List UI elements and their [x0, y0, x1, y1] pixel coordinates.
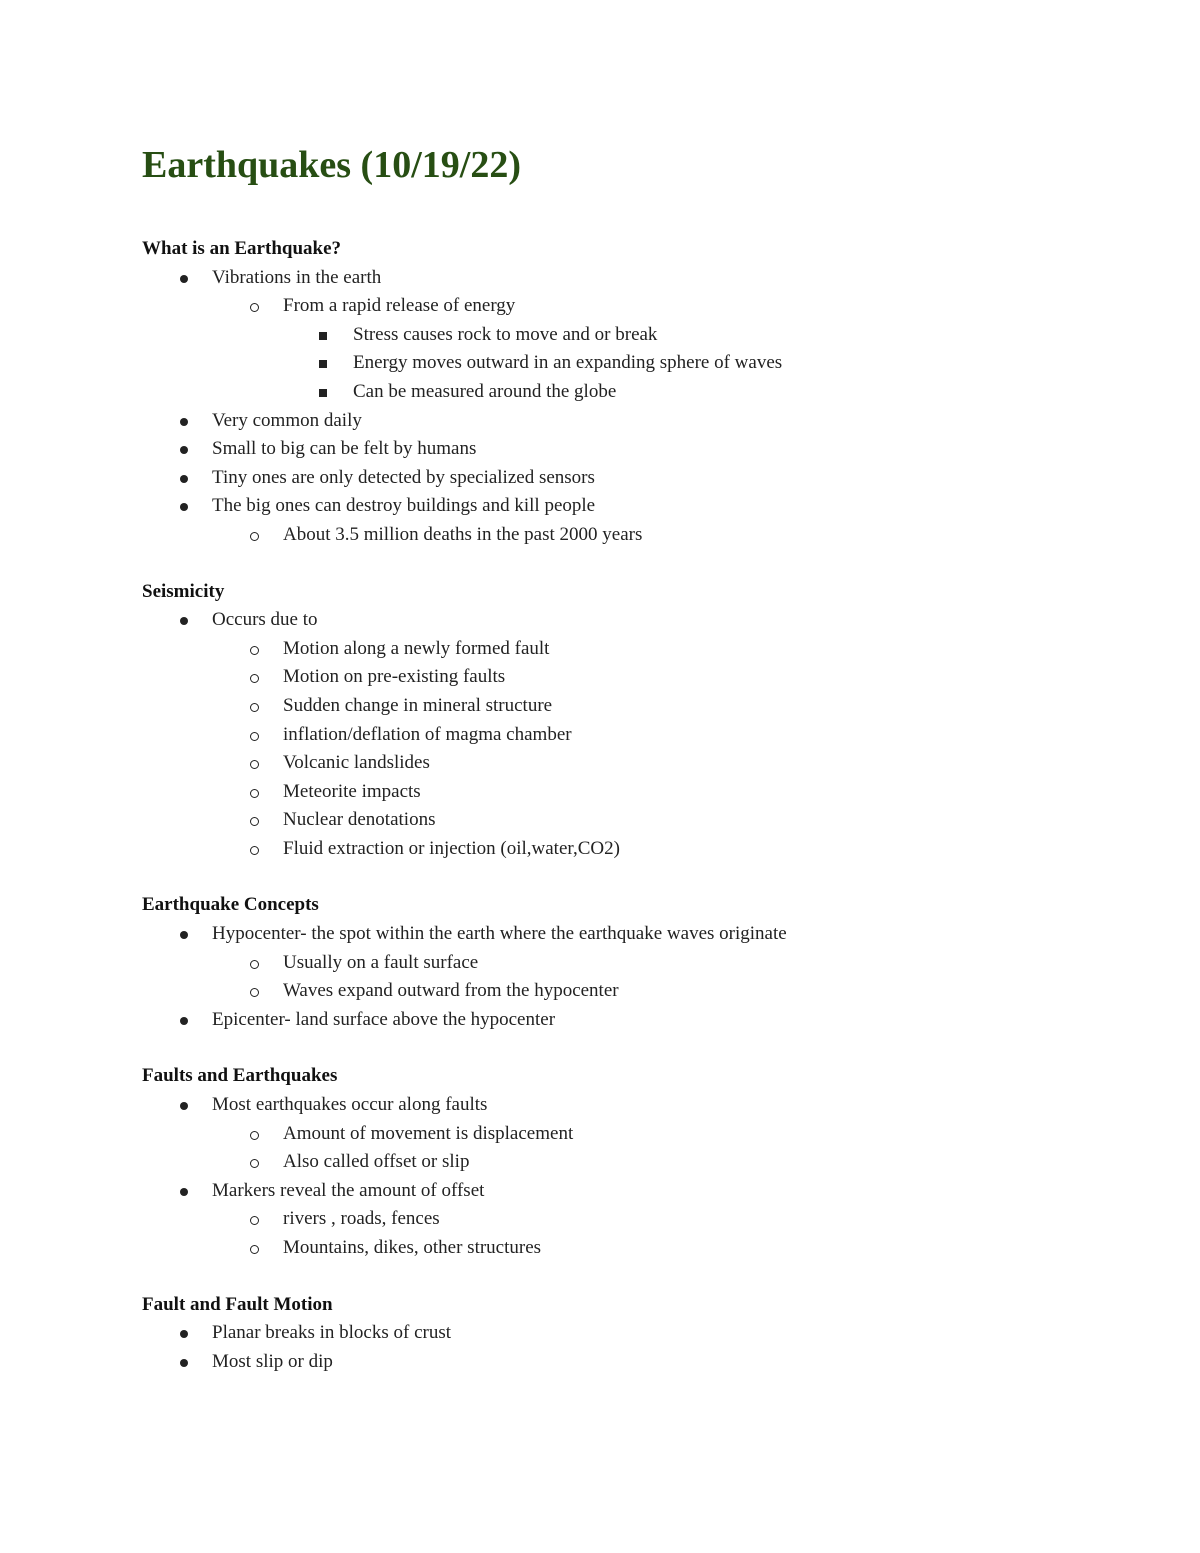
list-item-text: Very common daily — [212, 409, 362, 431]
hollow-bullet-icon — [250, 789, 259, 798]
list-item-text: Nuclear denotations — [283, 809, 436, 831]
list-item — [142, 692, 1102, 721]
list-item — [142, 1319, 1102, 1348]
list-item — [142, 721, 1102, 750]
list-item — [142, 321, 1102, 350]
square-bullet-icon — [319, 389, 327, 397]
list-item-text: Tiny ones are only detected by specialized sensors — [212, 466, 595, 488]
list-item-text: Markers reveal the amount of offset — [212, 1179, 485, 1201]
list-item — [142, 1148, 1102, 1177]
bullet-list — [142, 1091, 1102, 1263]
filled-bullet-icon — [180, 1359, 188, 1367]
list-item — [142, 292, 1102, 321]
hollow-bullet-icon — [250, 1245, 259, 1254]
section-heading: What is an Earthquake? — [142, 238, 342, 259]
list-item — [142, 835, 1102, 864]
list-item-text: Also called offset or slip — [283, 1151, 470, 1173]
list-item — [142, 1205, 1102, 1234]
list-item — [142, 1120, 1102, 1149]
list-item — [142, 464, 1102, 493]
hollow-bullet-icon — [250, 703, 259, 712]
hollow-bullet-icon — [250, 846, 259, 855]
list-item — [142, 806, 1102, 835]
list-item — [142, 1006, 1102, 1035]
hollow-bullet-icon — [250, 760, 259, 769]
list-item-text: rivers , roads, fences — [283, 1208, 440, 1230]
list-item-text: The big ones can destroy buildings and kill people — [212, 495, 596, 517]
list-item-text: Fluid extraction or injection (oil,water,CO2) — [283, 837, 620, 859]
hollow-bullet-icon — [250, 960, 259, 969]
list-item — [142, 1348, 1102, 1377]
list-item-text: Epicenter- land surface above the hypocenter — [212, 1008, 556, 1030]
list-item-text: From a rapid release of energy — [283, 295, 516, 317]
section — [142, 1062, 1102, 1262]
list-item-text: Sudden change in mineral structure — [283, 694, 553, 716]
list-item-text: Vibrations in the earth — [212, 266, 382, 288]
hollow-bullet-icon — [250, 1159, 259, 1168]
list-item-text: Most earthquakes occur along faults — [212, 1094, 488, 1116]
list-item — [142, 407, 1102, 436]
list-item-text: Most slip or dip — [212, 1350, 333, 1372]
filled-bullet-icon — [180, 617, 188, 625]
list-item-text: Waves expand outward from the hypocenter — [283, 980, 619, 1002]
section-heading: Earthquake Concepts — [142, 894, 319, 916]
hollow-bullet-icon — [250, 988, 259, 997]
list-item-text: About 3.5 million deaths in the past 2000 years — [283, 523, 643, 545]
list-item — [142, 492, 1102, 521]
list-item — [142, 378, 1102, 407]
document-body — [142, 235, 1102, 1376]
list-item-text: Volcanic landslides — [283, 752, 430, 774]
list-item-text: inflation/deflation of magma chamber — [283, 723, 572, 745]
filled-bullet-icon — [180, 446, 188, 454]
square-bullet-icon — [319, 360, 327, 368]
filled-bullet-icon — [180, 1102, 188, 1110]
list-item-text: Meteorite impacts — [283, 780, 421, 802]
square-bullet-icon — [319, 332, 327, 340]
bullet-list — [142, 920, 1102, 1034]
section-heading: Faults and Earthquakes — [142, 1065, 338, 1087]
filled-bullet-icon — [180, 275, 188, 283]
list-item — [142, 635, 1102, 664]
list-item-text: Usually on a fault surface — [283, 951, 479, 973]
filled-bullet-icon — [180, 1017, 188, 1025]
section-heading: Seismicity — [142, 580, 225, 602]
list-item — [142, 949, 1102, 978]
filled-bullet-icon — [180, 475, 188, 483]
section — [142, 578, 1102, 864]
list-item — [142, 1177, 1102, 1206]
hollow-bullet-icon — [250, 1131, 259, 1140]
list-item — [142, 1091, 1102, 1120]
list-item-text: Occurs due to — [212, 609, 318, 631]
list-item — [142, 521, 1102, 550]
hollow-bullet-icon — [250, 1216, 259, 1225]
document-page — [142, 140, 1102, 1376]
list-item — [142, 349, 1102, 378]
list-item-text: Amount of movement is displacement — [283, 1122, 574, 1144]
list-item-text: Motion along a newly formed fault — [283, 637, 550, 659]
list-item-text: Stress causes rock to move and or break — [353, 323, 658, 345]
list-item — [142, 435, 1102, 464]
bullet-list — [142, 1319, 1102, 1376]
document-title: Earthquakes (10/19/22) — [142, 144, 521, 186]
filled-bullet-icon — [180, 503, 188, 511]
bullet-list — [142, 606, 1102, 863]
list-item — [142, 749, 1102, 778]
hollow-bullet-icon — [250, 646, 259, 655]
list-item — [142, 778, 1102, 807]
list-item — [142, 1234, 1102, 1263]
list-item — [142, 977, 1102, 1006]
section — [142, 235, 1102, 550]
section — [142, 1291, 1102, 1377]
list-item — [142, 920, 1102, 949]
filled-bullet-icon — [180, 1330, 188, 1338]
hollow-bullet-icon — [250, 674, 259, 683]
filled-bullet-icon — [180, 931, 188, 939]
bullet-list — [142, 264, 1102, 550]
filled-bullet-icon — [180, 1188, 188, 1196]
section — [142, 891, 1102, 1034]
section-heading: Fault and Fault Motion — [142, 1293, 333, 1315]
hollow-bullet-icon — [250, 817, 259, 826]
list-item-text: Motion on pre-existing faults — [283, 666, 506, 688]
list-item — [142, 663, 1102, 692]
filled-bullet-icon — [180, 418, 188, 426]
hollow-bullet-icon — [250, 303, 259, 312]
list-item — [142, 606, 1102, 635]
list-item-text: Small to big can be felt by humans — [212, 438, 477, 460]
list-item-text: Hypocenter- the spot within the earth where the earthquake waves originate — [212, 923, 787, 945]
hollow-bullet-icon — [250, 532, 259, 541]
list-item-text: Mountains, dikes, other structures — [283, 1237, 542, 1258]
list-item-text: Can be measured around the globe — [353, 380, 617, 402]
hollow-bullet-icon — [250, 732, 259, 741]
list-item-text: Planar breaks in blocks of crust — [212, 1322, 452, 1344]
list-item — [142, 264, 1102, 293]
list-item-text: Energy moves outward in an expanding sphere of waves — [353, 352, 783, 374]
